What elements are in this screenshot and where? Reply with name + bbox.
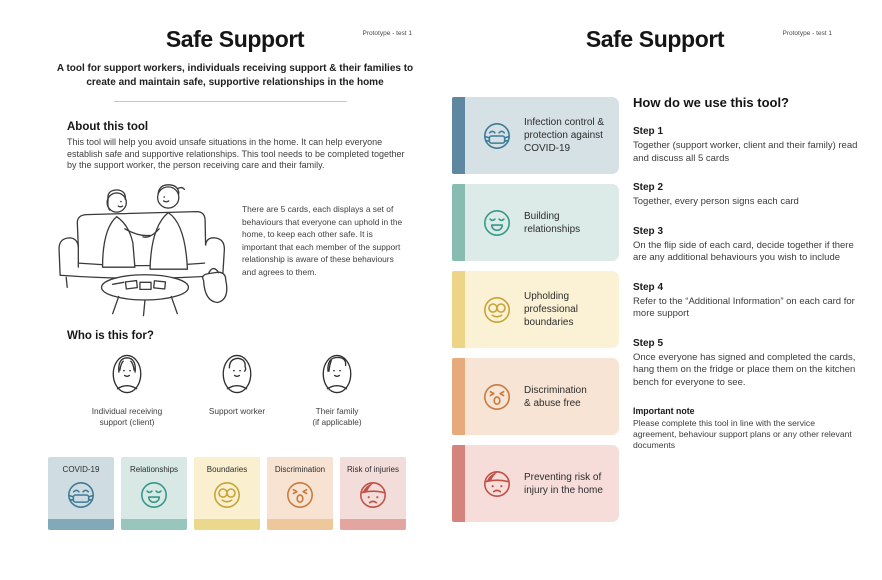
step-body: Refer to the “Additional Information” on each card for more support <box>633 295 855 319</box>
mask-face-icon <box>66 480 96 510</box>
subtitle-line: A tool for support workers, individuals receiving support & their families to <box>56 63 414 74</box>
card-strip <box>194 519 260 530</box>
page-right <box>450 0 860 580</box>
card-label: Infection control & protection against COVID-19 <box>524 117 605 154</box>
persona-client <box>77 350 177 428</box>
about-body: This tool will help you avoid unsafe situations in the home. It can help everyone establish safe and supportive relationships. This tool needs to be completed together by the support worker, the person receiving care and their family. <box>67 137 405 171</box>
persona-label <box>77 406 177 428</box>
step-body: Once everyone has signed and completed the cards, hang them on the fridge or place them on the kitchen bench for everyone to see. <box>633 351 856 388</box>
persona-label <box>187 406 287 417</box>
card-label: Building relationships <box>524 210 581 235</box>
card-label: Preventing risk of injury in the home <box>524 471 603 496</box>
how-heading: How do we use this tool? <box>633 95 789 110</box>
card-label: COVID-19 <box>62 465 100 474</box>
support-worker-avatar-icon <box>218 350 256 398</box>
persona-label-line: (if applicable) <box>312 417 362 427</box>
divider <box>114 101 347 102</box>
card-accent-bar <box>452 445 465 522</box>
persona-label-line: support (client) <box>99 417 155 427</box>
glasses-face-icon <box>482 295 512 325</box>
glasses-face-icon <box>212 480 242 510</box>
couch-conversation-illustration <box>46 176 246 326</box>
card-label: Boundaries <box>206 465 248 474</box>
card-professional-boundaries <box>452 271 619 348</box>
card-strip <box>121 519 187 530</box>
happy-face-icon <box>482 208 512 238</box>
mask-face-icon <box>482 121 512 151</box>
step-2 <box>633 182 861 209</box>
card-boundaries <box>194 457 260 530</box>
step-title: Step 5 <box>633 337 664 349</box>
who-heading: Who is this for? <box>67 330 154 342</box>
persona-support-worker <box>187 350 287 417</box>
card-accent-bar <box>452 97 465 174</box>
card-label: Risk of injuries <box>346 465 399 474</box>
step-title: Step 3 <box>633 225 664 237</box>
bandage-face-icon <box>358 480 388 510</box>
card-risk-of-injuries <box>340 457 406 530</box>
card-preventing-injury <box>452 445 619 522</box>
client-avatar-icon <box>108 350 146 398</box>
card-strip <box>48 519 114 530</box>
family-avatar-icon <box>318 350 356 398</box>
persona-label <box>287 406 387 428</box>
card-accent-bar <box>452 358 465 435</box>
note-title: Important note <box>633 406 695 416</box>
about-heading: About this tool <box>67 121 149 133</box>
step-1 <box>633 126 861 165</box>
step-title: Step 2 <box>633 182 664 193</box>
card-label: Relationships <box>129 465 179 474</box>
subtitle-line: create and maintain safe, supportive relationships in the home <box>86 77 384 88</box>
card-strip <box>340 519 406 530</box>
card-label: Discrimination <box>274 465 326 474</box>
card-discrimination <box>267 457 333 530</box>
step-title: Step 1 <box>633 126 664 137</box>
step-body: Together (support worker, client and their family) read and discuss all 5 cards <box>633 140 858 164</box>
step-4 <box>633 282 861 321</box>
step-body: On the flip side of each card, decide together if there are any additional behaviours you wish to include <box>633 239 854 263</box>
persona-label-line: Support worker <box>208 406 266 416</box>
happy-face-icon <box>139 480 169 510</box>
card-discrimination-abuse-free <box>452 358 619 435</box>
prototype-label: Prototype - test 1 <box>782 30 832 37</box>
angry-face-icon <box>482 382 512 412</box>
step-3 <box>633 226 861 265</box>
card-covid19 <box>48 457 114 530</box>
card-strip <box>267 519 333 530</box>
card-relationships <box>121 457 187 530</box>
angry-face-icon <box>285 480 315 510</box>
persona-label-line: Their family <box>315 406 359 416</box>
important-note <box>633 406 861 451</box>
card-accent-bar <box>452 271 465 348</box>
persona-label-line: Individual receiving <box>91 406 163 416</box>
page-title: Safe Support <box>165 26 305 52</box>
page-title: Safe Support <box>585 26 725 52</box>
card-building-relationships <box>452 184 619 261</box>
step-5 <box>633 338 861 390</box>
page-subtitle <box>30 62 440 90</box>
step-body: Together, every person signs each card <box>633 196 799 207</box>
card-accent-bar <box>452 184 465 261</box>
bandage-face-icon <box>482 469 512 499</box>
card-label: Discrimination & abuse free <box>524 384 587 409</box>
page-left <box>30 0 440 580</box>
how-to-use-column <box>633 95 861 451</box>
prototype-label: Prototype - test 1 <box>362 30 412 37</box>
step-title: Step 4 <box>633 281 664 293</box>
topic-cards-row <box>48 457 406 530</box>
card-infection-control <box>452 97 619 174</box>
note-body: Please complete this tool in line with the service agreement, behaviour support plans or any other relevant documents <box>633 418 852 450</box>
persona-family <box>287 350 387 428</box>
cards-note: There are 5 cards, each displays a set of behaviours that everyone can uphold in the home, to keep each other safe. It is important that each member of the support relationship is aware of these behaviours and agrees to them. <box>242 204 403 277</box>
card-label: Upholding professional boundaries <box>524 291 578 328</box>
